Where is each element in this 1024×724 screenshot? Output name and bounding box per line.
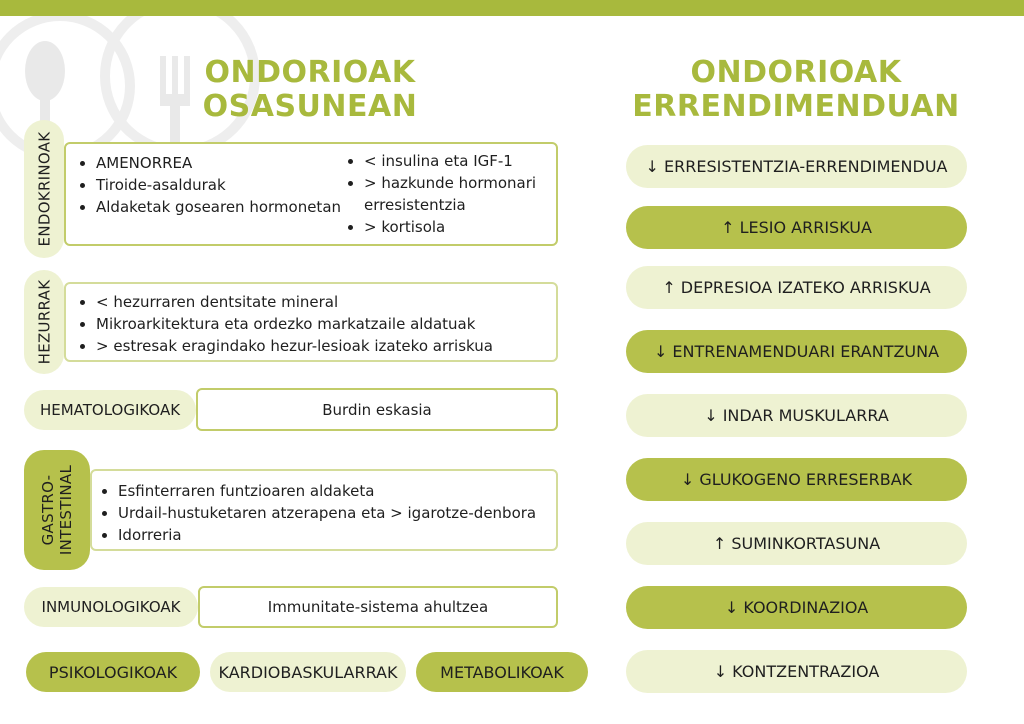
gastrointestinal-list <box>92 480 556 546</box>
list-item: • Aldaketak gosearen hormonetan <box>96 196 346 218</box>
list-item: • AMENORREA <box>96 152 346 174</box>
performance-item-4: ↓ ENTRENAMENDUARI ERANTZUNA <box>626 330 967 373</box>
performance-item-3: ↑ DEPRESIOA IZATEKO ARRISKUA <box>626 266 967 309</box>
performance-item-5: ↓ INDAR MUSKULARRA <box>626 394 967 437</box>
performance-consequences-title: ONDORIOAK ERRENDIMENDUAN <box>632 55 960 124</box>
list-item: • < hezurraren dentsitate mineral <box>96 291 556 313</box>
list-item: • Tiroide-asaldurak <box>96 174 346 196</box>
kardiobaskularrak-pill: KARDIOBASKULARRAK <box>210 652 406 692</box>
list-item: • Mikroarkitektura eta ordezko markatzaile aldatuak <box>96 313 556 335</box>
performance-item-9: ↓ KONTZENTRAZIOA <box>626 650 967 693</box>
hematologikoak-box <box>196 388 558 431</box>
performance-item-8: ↓ KOORDINAZIOA <box>626 586 967 629</box>
hezurrak-label: HEZURRAK <box>24 270 64 374</box>
hematologikoak-label: HEMATOLOGIKOAK <box>24 390 196 430</box>
endokrinoak-box <box>64 142 558 246</box>
health-consequences-title: ONDORIOAK OSASUNEAN <box>202 55 418 124</box>
hematologikoak-text: Burdin eskasia <box>322 400 432 419</box>
performance-item-1: ↓ ERRESISTENTZIA-ERRENDIMENDUA <box>626 145 967 188</box>
hezurrak-list <box>66 291 556 357</box>
list-item: • < insulina eta IGF-1 <box>364 150 574 172</box>
gastrointestinal-label: GASTRO- INTESTINAL <box>24 450 90 570</box>
psikologikoak-pill: PSIKOLOGIKOAK <box>26 652 200 692</box>
endokrinoak-list-1 <box>66 152 346 218</box>
list-item: • Urdail-hustuketaren atzerapena eta > igarotze-denbora <box>118 502 556 524</box>
inmunologikoak-box <box>198 586 558 628</box>
list-item: • > estresak eragindako hezur-lesioak izateko arriskua <box>96 335 556 357</box>
list-item: • > hazkunde hormonari erresistentzia <box>364 172 574 216</box>
top-accent-bar <box>0 0 1024 16</box>
endokrinoak-label: ENDOKRINOAK <box>24 120 64 258</box>
list-item: • Esfinterraren funtzioaren aldaketa <box>118 480 556 502</box>
performance-item-6: ↓ GLUKOGENO ERRESERBAK <box>626 458 967 501</box>
list-item: • > kortisola <box>364 216 574 238</box>
performance-item-7: ↑ SUMINKORTASUNA <box>626 522 967 565</box>
gastrointestinal-box <box>90 469 558 551</box>
performance-item-2: ↑ LESIO ARRISKUA <box>626 206 967 249</box>
inmunologikoak-label: INMUNOLOGIKOAK <box>24 587 198 627</box>
list-item: • Idorreria <box>118 524 556 546</box>
endokrinoak-list-2 <box>334 150 574 238</box>
inmunologikoak-text: Immunitate-sistema ahultzea <box>267 598 489 616</box>
hezurrak-box <box>64 282 558 362</box>
metabolikoak-pill: METABOLIKOAK <box>416 652 588 692</box>
